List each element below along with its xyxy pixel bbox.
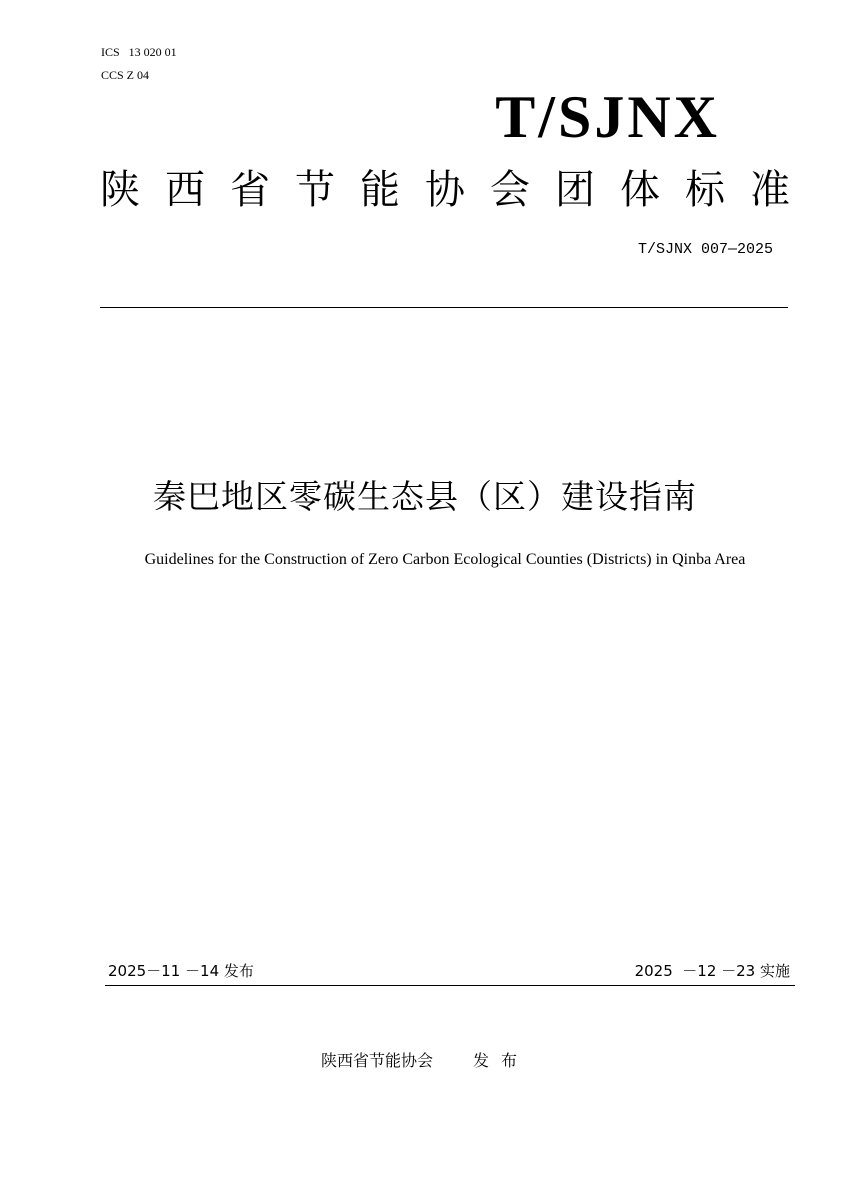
org-title-char: 陕: [100, 167, 140, 213]
publisher-name: 陕西省节能协会: [320, 1051, 433, 1070]
org-title-char: 准: [750, 167, 790, 213]
header-divider: [100, 307, 788, 308]
org-title-char: 能: [360, 167, 400, 213]
publisher-line: [0, 1049, 850, 1073]
organization-standard-title: [100, 162, 790, 218]
document-title-chinese: 秦巴地区零碳生态县（区）建设指南: [153, 477, 697, 516]
org-title-char: 会: [490, 167, 530, 213]
issue-date: 2025－11 －14 发布: [108, 962, 254, 980]
org-title-char: 团: [555, 167, 595, 213]
org-title-char: 协: [425, 167, 465, 213]
implementation-date: 2025 －12 －23 实施: [634, 962, 790, 980]
document-title-english: Guidelines for the Construction of Zero Carbon Ecological Counties (Districts) in Qinba Area: [144, 551, 746, 568]
org-title-char: 节: [295, 167, 335, 213]
ics-code: ICS 13 020 01: [101, 45, 177, 59]
publish-label: 发布: [473, 1051, 530, 1070]
standard-number: T/SJNX 007—2025: [637, 241, 773, 258]
org-title-char: 体: [620, 167, 660, 213]
footer-divider: [105, 985, 795, 986]
standard-code-logo: T/SJNX: [495, 84, 720, 150]
ccs-code: CCS Z 04: [101, 68, 150, 82]
org-title-char: 西: [165, 167, 205, 213]
org-title-char: 标: [685, 167, 725, 213]
org-title-char: 省: [230, 167, 270, 213]
